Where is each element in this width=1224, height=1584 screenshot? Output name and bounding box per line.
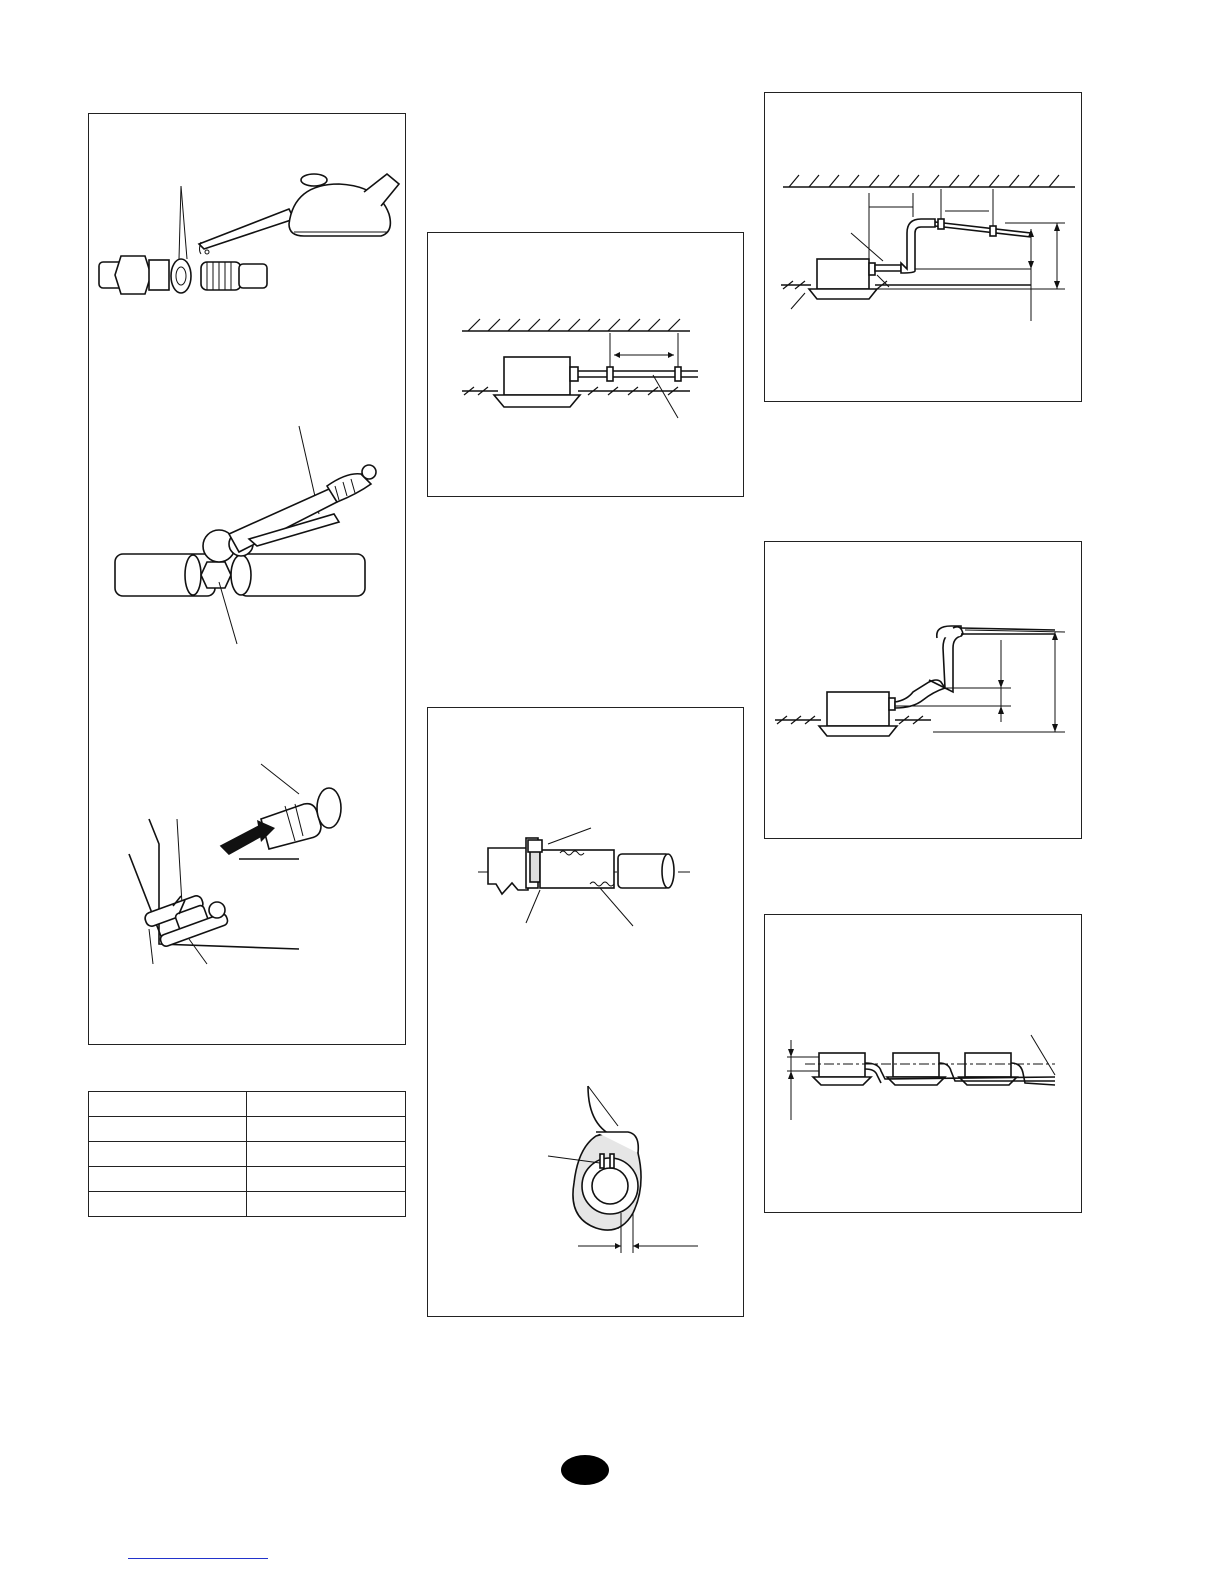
table-cell <box>89 1142 247 1167</box>
spec-table <box>88 1091 406 1217</box>
drain-pipe-support-drawing <box>428 233 745 498</box>
multiple-units-drain-drawing <box>765 915 1083 1214</box>
table-cell <box>247 1192 406 1217</box>
insulated-pipe-cross-section <box>548 1086 698 1253</box>
figure-drain-pipe-support <box>427 232 744 497</box>
indoor-unit-1 <box>813 1053 871 1085</box>
page-number-badge <box>561 1455 609 1485</box>
table-cell <box>89 1192 247 1217</box>
indoor-unit-2 <box>887 1053 945 1085</box>
torque-wrench-illustration <box>115 426 376 644</box>
table-row <box>89 1192 406 1217</box>
table-row <box>89 1092 406 1117</box>
table-row <box>89 1117 406 1142</box>
table-cell <box>89 1167 247 1192</box>
drain-hose-connection-drawing <box>428 708 745 1318</box>
table-row <box>89 1142 406 1167</box>
table-cell <box>247 1117 406 1142</box>
figure-flare-connection <box>88 113 406 1045</box>
table-cell <box>89 1092 247 1117</box>
table-cell <box>89 1117 247 1142</box>
flare-connection-drawing <box>89 114 407 1046</box>
table-row <box>89 1167 406 1192</box>
footer-link[interactable] <box>128 1556 268 1559</box>
drain-lift-up-drawing <box>765 93 1083 403</box>
figure-drain-hose-connection <box>427 707 744 1317</box>
figure-multiple-units-drain <box>764 914 1082 1213</box>
insulation-illustration <box>129 764 341 964</box>
table-cell <box>247 1092 406 1117</box>
figure-drain-lift-up <box>764 92 1082 402</box>
table-cell <box>247 1142 406 1167</box>
oil-application-illustration <box>99 174 399 294</box>
drain-lift-height-drawing <box>765 542 1083 840</box>
table-cell <box>247 1167 406 1192</box>
hose-joint-section <box>478 828 690 926</box>
figure-drain-lift-height <box>764 541 1082 839</box>
indoor-unit-3 <box>959 1053 1017 1085</box>
